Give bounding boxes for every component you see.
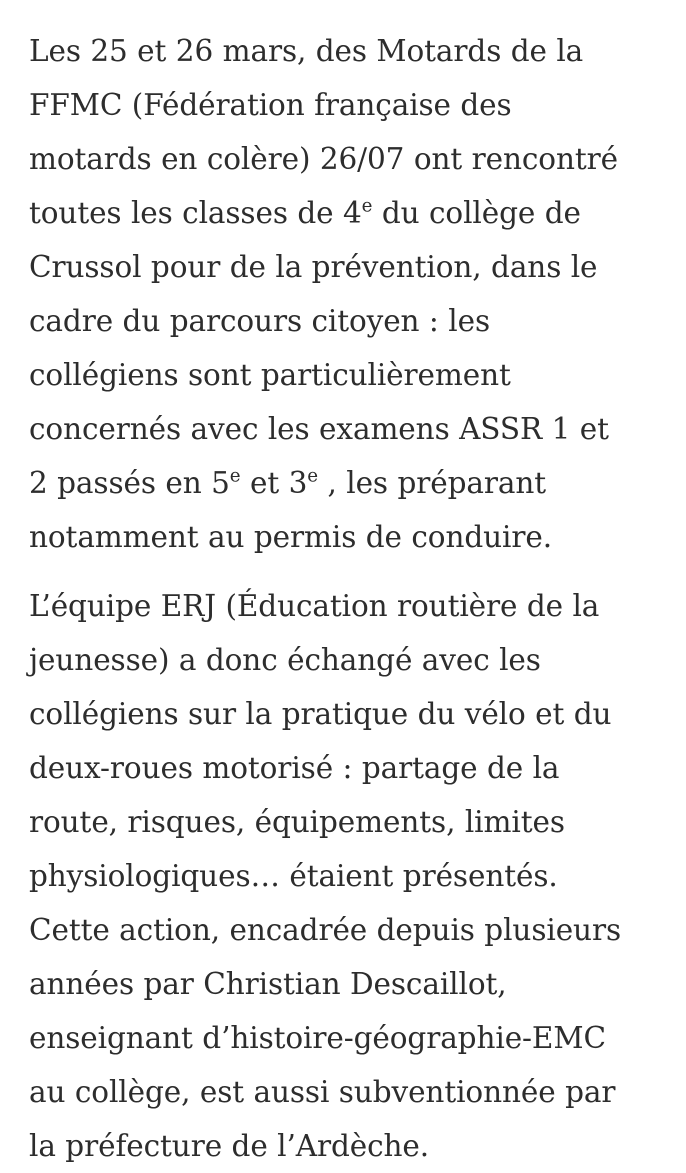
ordinal-superscript: e [361,195,373,217]
article-paragraph: Les 25 et 26 mars, des Motards de la FFMC (Fédération française des motards en colère) 26/07 ont rencontré toutes les classes de 4e du collège de Crussol pour de la prévention, dans le cadre du parcours citoyen : les collégiens sont particulièrement concernés avec les examens ASSR 1 et 2 passés en 5e et 3e , les préparant notamment au permis de conduire. [29,34,618,554]
paragraph-list [29,24,630,1173]
article-paragraph: L’équipe ERJ (Éducation routière de la jeunesse) a donc échangé avec les collégiens sur la pratique du vélo et du deux-roues motorisé : partage de la route, risques, équipements, limites physiologiques… étaient présentés. Cette action, encadrée depuis plusieurs années par Christian Descaillot, enseignant d’histoire-géographie-EMC au collège, est aussi subventionnée par la préfecture de l’Ardèche. [29,589,621,1163]
ordinal-superscript: e [229,465,241,487]
ordinal-superscript: e [307,465,318,487]
